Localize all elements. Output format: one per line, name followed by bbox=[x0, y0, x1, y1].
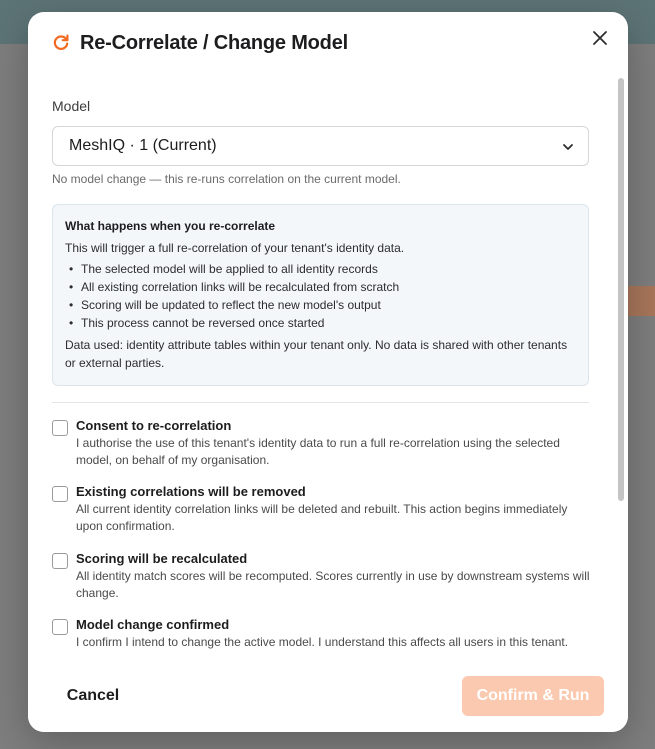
consent-description: All current identity correlation links will be deleted and rebuilt. This action begins immediately upon confirmation. bbox=[76, 502, 568, 533]
consent-title: Scoring will be recalculated bbox=[76, 551, 248, 566]
consent-checkbox[interactable] bbox=[52, 553, 68, 569]
dialog-header bbox=[28, 12, 628, 72]
chevron-down-icon bbox=[562, 141, 574, 153]
consent-checkbox[interactable] bbox=[52, 486, 68, 502]
cancel-button[interactable]: Cancel bbox=[66, 687, 120, 704]
model-select[interactable] bbox=[52, 126, 589, 166]
consent-description: I confirm I intend to change the active model. I understand this affects all users in this tenant. bbox=[76, 635, 569, 649]
model-select-value: MeshIQ · 1 (Current) bbox=[69, 137, 217, 154]
close-button[interactable] bbox=[588, 26, 612, 50]
dialog-footer bbox=[28, 660, 628, 732]
divider bbox=[52, 402, 589, 403]
consent-title: Model change confirmed bbox=[76, 617, 230, 632]
dialog-body[interactable] bbox=[28, 76, 628, 660]
info-bullet: • All existing correlation links will be recalculated from scratch bbox=[81, 278, 576, 296]
scrollbar-thumb[interactable] bbox=[618, 78, 624, 501]
info-bullet: • Scoring will be updated to reflect the new model's output bbox=[81, 296, 576, 314]
consent-description: All identity match scores will be recomputed. Scores currently in use by downstream systems will change. bbox=[76, 569, 590, 600]
dialog-title: Re-Correlate / Change Model bbox=[80, 32, 348, 54]
info-bullet-list bbox=[65, 260, 576, 332]
model-label: Model bbox=[52, 98, 91, 114]
model-helper-text: No model change — this re-runs correlation on the current model. bbox=[52, 172, 401, 186]
close-icon bbox=[592, 30, 608, 46]
info-bullet: • The selected model will be applied to all identity records bbox=[81, 260, 576, 278]
consent-checkbox[interactable] bbox=[52, 420, 68, 436]
consent-checkbox[interactable] bbox=[52, 619, 68, 635]
refresh-icon bbox=[52, 34, 70, 52]
info-panel bbox=[52, 204, 589, 386]
recorrelate-dialog bbox=[28, 12, 628, 732]
confirm-run-button[interactable]: Confirm & Run bbox=[462, 676, 604, 716]
info-intro: This will trigger a full re-correlation of your tenant's identity data. bbox=[65, 241, 405, 255]
info-bullet: • This process cannot be reversed once started bbox=[81, 314, 576, 332]
info-title: What happens when you re-correlate bbox=[65, 219, 276, 233]
consent-description: I authorise the use of this tenant's identity data to run a full re-correlation using the selected model, on behalf of my organisation. bbox=[76, 436, 560, 467]
info-data-note: Data used: identity attribute tables within your tenant only. No data is shared with other tenants or external parties. bbox=[65, 338, 568, 370]
consent-title: Consent to re-correlation bbox=[76, 418, 232, 433]
consent-title: Existing correlations will be removed bbox=[76, 484, 306, 499]
